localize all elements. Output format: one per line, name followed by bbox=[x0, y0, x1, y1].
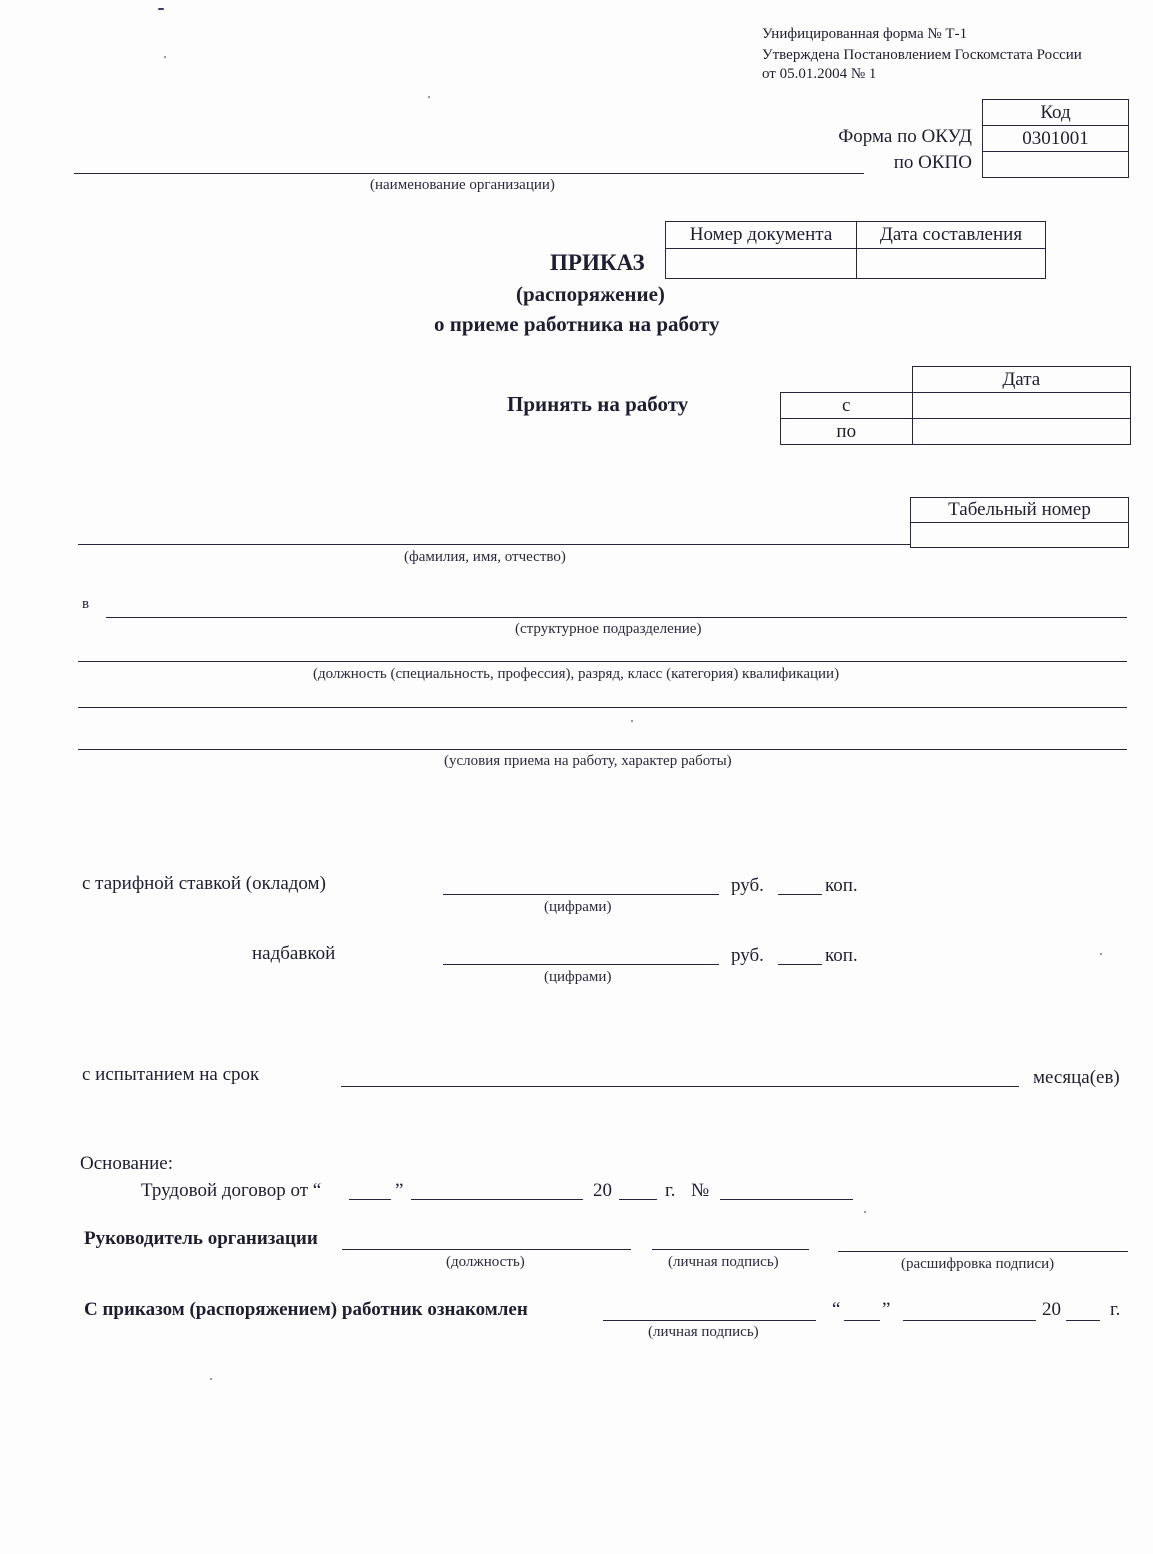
department-prefix: в bbox=[82, 596, 90, 612]
tab-number-table bbox=[910, 497, 1129, 548]
contract-close-quote: ” bbox=[395, 1180, 404, 1201]
tariff-rate-rub-field[interactable] bbox=[443, 894, 719, 895]
manager-decoding-field[interactable] bbox=[838, 1251, 1128, 1252]
bonus-rub-field[interactable] bbox=[443, 964, 719, 965]
department-caption: (структурное подразделение) bbox=[515, 621, 702, 637]
hire-from-date-cell[interactable] bbox=[912, 393, 1131, 419]
contract-prefix: Трудовой договор от “ bbox=[141, 1180, 322, 1201]
bonus-kop-label: коп. bbox=[825, 945, 858, 966]
page-subtitle: (распоряжение) bbox=[516, 282, 665, 306]
ack-year-prefix: 20 bbox=[1042, 1299, 1061, 1320]
contract-month-field[interactable] bbox=[411, 1199, 583, 1200]
scan-speck bbox=[631, 720, 633, 722]
tariff-digits-caption: (цифрами) bbox=[544, 899, 612, 915]
okud-code-cell: 0301001 bbox=[983, 126, 1129, 152]
ack-year-field[interactable] bbox=[1066, 1320, 1100, 1321]
ack-open-quote: “ bbox=[832, 1299, 841, 1320]
page-purpose: о приеме работника на работу bbox=[434, 312, 720, 336]
scan-speck bbox=[210, 1378, 212, 1380]
scan-speck bbox=[864, 1211, 866, 1213]
hire-dates-table bbox=[780, 366, 1131, 445]
manager-decoding-caption: (расшифровка подписи) bbox=[901, 1256, 1055, 1272]
contract-year-suffix: г. bbox=[665, 1180, 676, 1201]
probation-label: с испытанием на срок bbox=[82, 1064, 260, 1085]
manager-signature-field[interactable] bbox=[652, 1249, 809, 1250]
position-field[interactable] bbox=[78, 661, 1127, 662]
document-date-cell[interactable] bbox=[857, 249, 1046, 279]
employee-signature-caption: (личная подпись) bbox=[648, 1324, 759, 1340]
contract-number-sign: № bbox=[691, 1180, 710, 1201]
page-title: ПРИКАЗ bbox=[550, 250, 645, 275]
bonus-rub-label: руб. bbox=[731, 945, 764, 966]
contract-number-field[interactable] bbox=[720, 1199, 853, 1200]
probation-period-field[interactable] bbox=[341, 1086, 1019, 1087]
organization-name-field[interactable] bbox=[74, 173, 864, 174]
contract-year-field[interactable] bbox=[619, 1199, 657, 1200]
codes-table bbox=[982, 99, 1129, 178]
document-number-header: Номер документа bbox=[666, 222, 857, 249]
tab-number-cell[interactable] bbox=[911, 523, 1129, 548]
scan-speck bbox=[158, 8, 164, 10]
bonus-kop-field[interactable] bbox=[778, 964, 822, 965]
scan-speck bbox=[428, 96, 430, 98]
contract-day-field[interactable] bbox=[349, 1199, 391, 1200]
ack-close-quote: ” bbox=[882, 1299, 891, 1320]
hire-to-date-cell[interactable] bbox=[912, 419, 1131, 445]
scan-speck bbox=[164, 56, 166, 58]
ack-year-suffix: г. bbox=[1110, 1299, 1121, 1320]
manager-label: Руководитель организации bbox=[84, 1228, 318, 1249]
conditions-field-line-2[interactable] bbox=[78, 749, 1127, 750]
document-number-table bbox=[665, 221, 1046, 279]
manager-position-caption: (должность) bbox=[446, 1254, 525, 1270]
hire-label: Принять на работу bbox=[507, 392, 689, 416]
acknowledged-label: С приказом (распоряжением) работник ознакомлен bbox=[84, 1299, 528, 1320]
department-field[interactable] bbox=[106, 617, 1127, 618]
conditions-caption: (условия приема на работу, характер работы) bbox=[444, 753, 732, 769]
okud-label: Форма по ОКУД bbox=[838, 126, 972, 147]
approval-date-line: от 05.01.2004 № 1 bbox=[762, 66, 877, 82]
manager-position-field[interactable] bbox=[342, 1249, 631, 1250]
bonus-digits-caption: (цифрами) bbox=[544, 969, 612, 985]
document-date-header: Дата составления bbox=[857, 222, 1046, 249]
tariff-kop-label: коп. bbox=[825, 875, 858, 896]
basis-label: Основание: bbox=[80, 1153, 174, 1174]
hire-date-header: Дата bbox=[912, 367, 1131, 393]
approval-line: Утверждена Постановлением Госкомстата России bbox=[762, 47, 1082, 63]
ack-day-field[interactable] bbox=[844, 1320, 880, 1321]
employee-signature-field[interactable] bbox=[603, 1320, 816, 1321]
hire-from-label: с bbox=[781, 393, 913, 419]
form-number-line: Унифицированная форма № Т-1 bbox=[762, 26, 968, 42]
hire-to-label: по bbox=[781, 419, 913, 445]
bonus-label: надбавкой bbox=[252, 943, 336, 964]
tariff-rub-label: руб. bbox=[731, 875, 764, 896]
organization-caption: (наименование организации) bbox=[370, 177, 555, 193]
full-name-caption: (фамилия, имя, отчество) bbox=[404, 549, 566, 565]
position-caption: (должность (специальность, профессия), разряд, класс (категория) квалификации) bbox=[313, 666, 840, 682]
document-number-cell[interactable] bbox=[666, 249, 857, 279]
manager-signature-caption: (личная подпись) bbox=[668, 1254, 779, 1270]
kod-header: Код bbox=[983, 100, 1129, 126]
okpo-label: по ОКПО bbox=[893, 152, 972, 173]
okpo-code-cell[interactable] bbox=[983, 152, 1129, 178]
full-name-field[interactable] bbox=[78, 544, 910, 545]
contract-year-prefix: 20 bbox=[593, 1180, 612, 1201]
tariff-rate-label: с тарифной ставкой (окладом) bbox=[82, 873, 326, 894]
tab-number-header: Табельный номер bbox=[911, 498, 1129, 523]
probation-unit-label: месяца(ев) bbox=[1033, 1067, 1120, 1088]
scan-speck bbox=[1100, 953, 1102, 955]
conditions-field-line-1[interactable] bbox=[78, 707, 1127, 708]
tariff-rate-kop-field[interactable] bbox=[778, 894, 822, 895]
ack-month-field[interactable] bbox=[903, 1320, 1036, 1321]
